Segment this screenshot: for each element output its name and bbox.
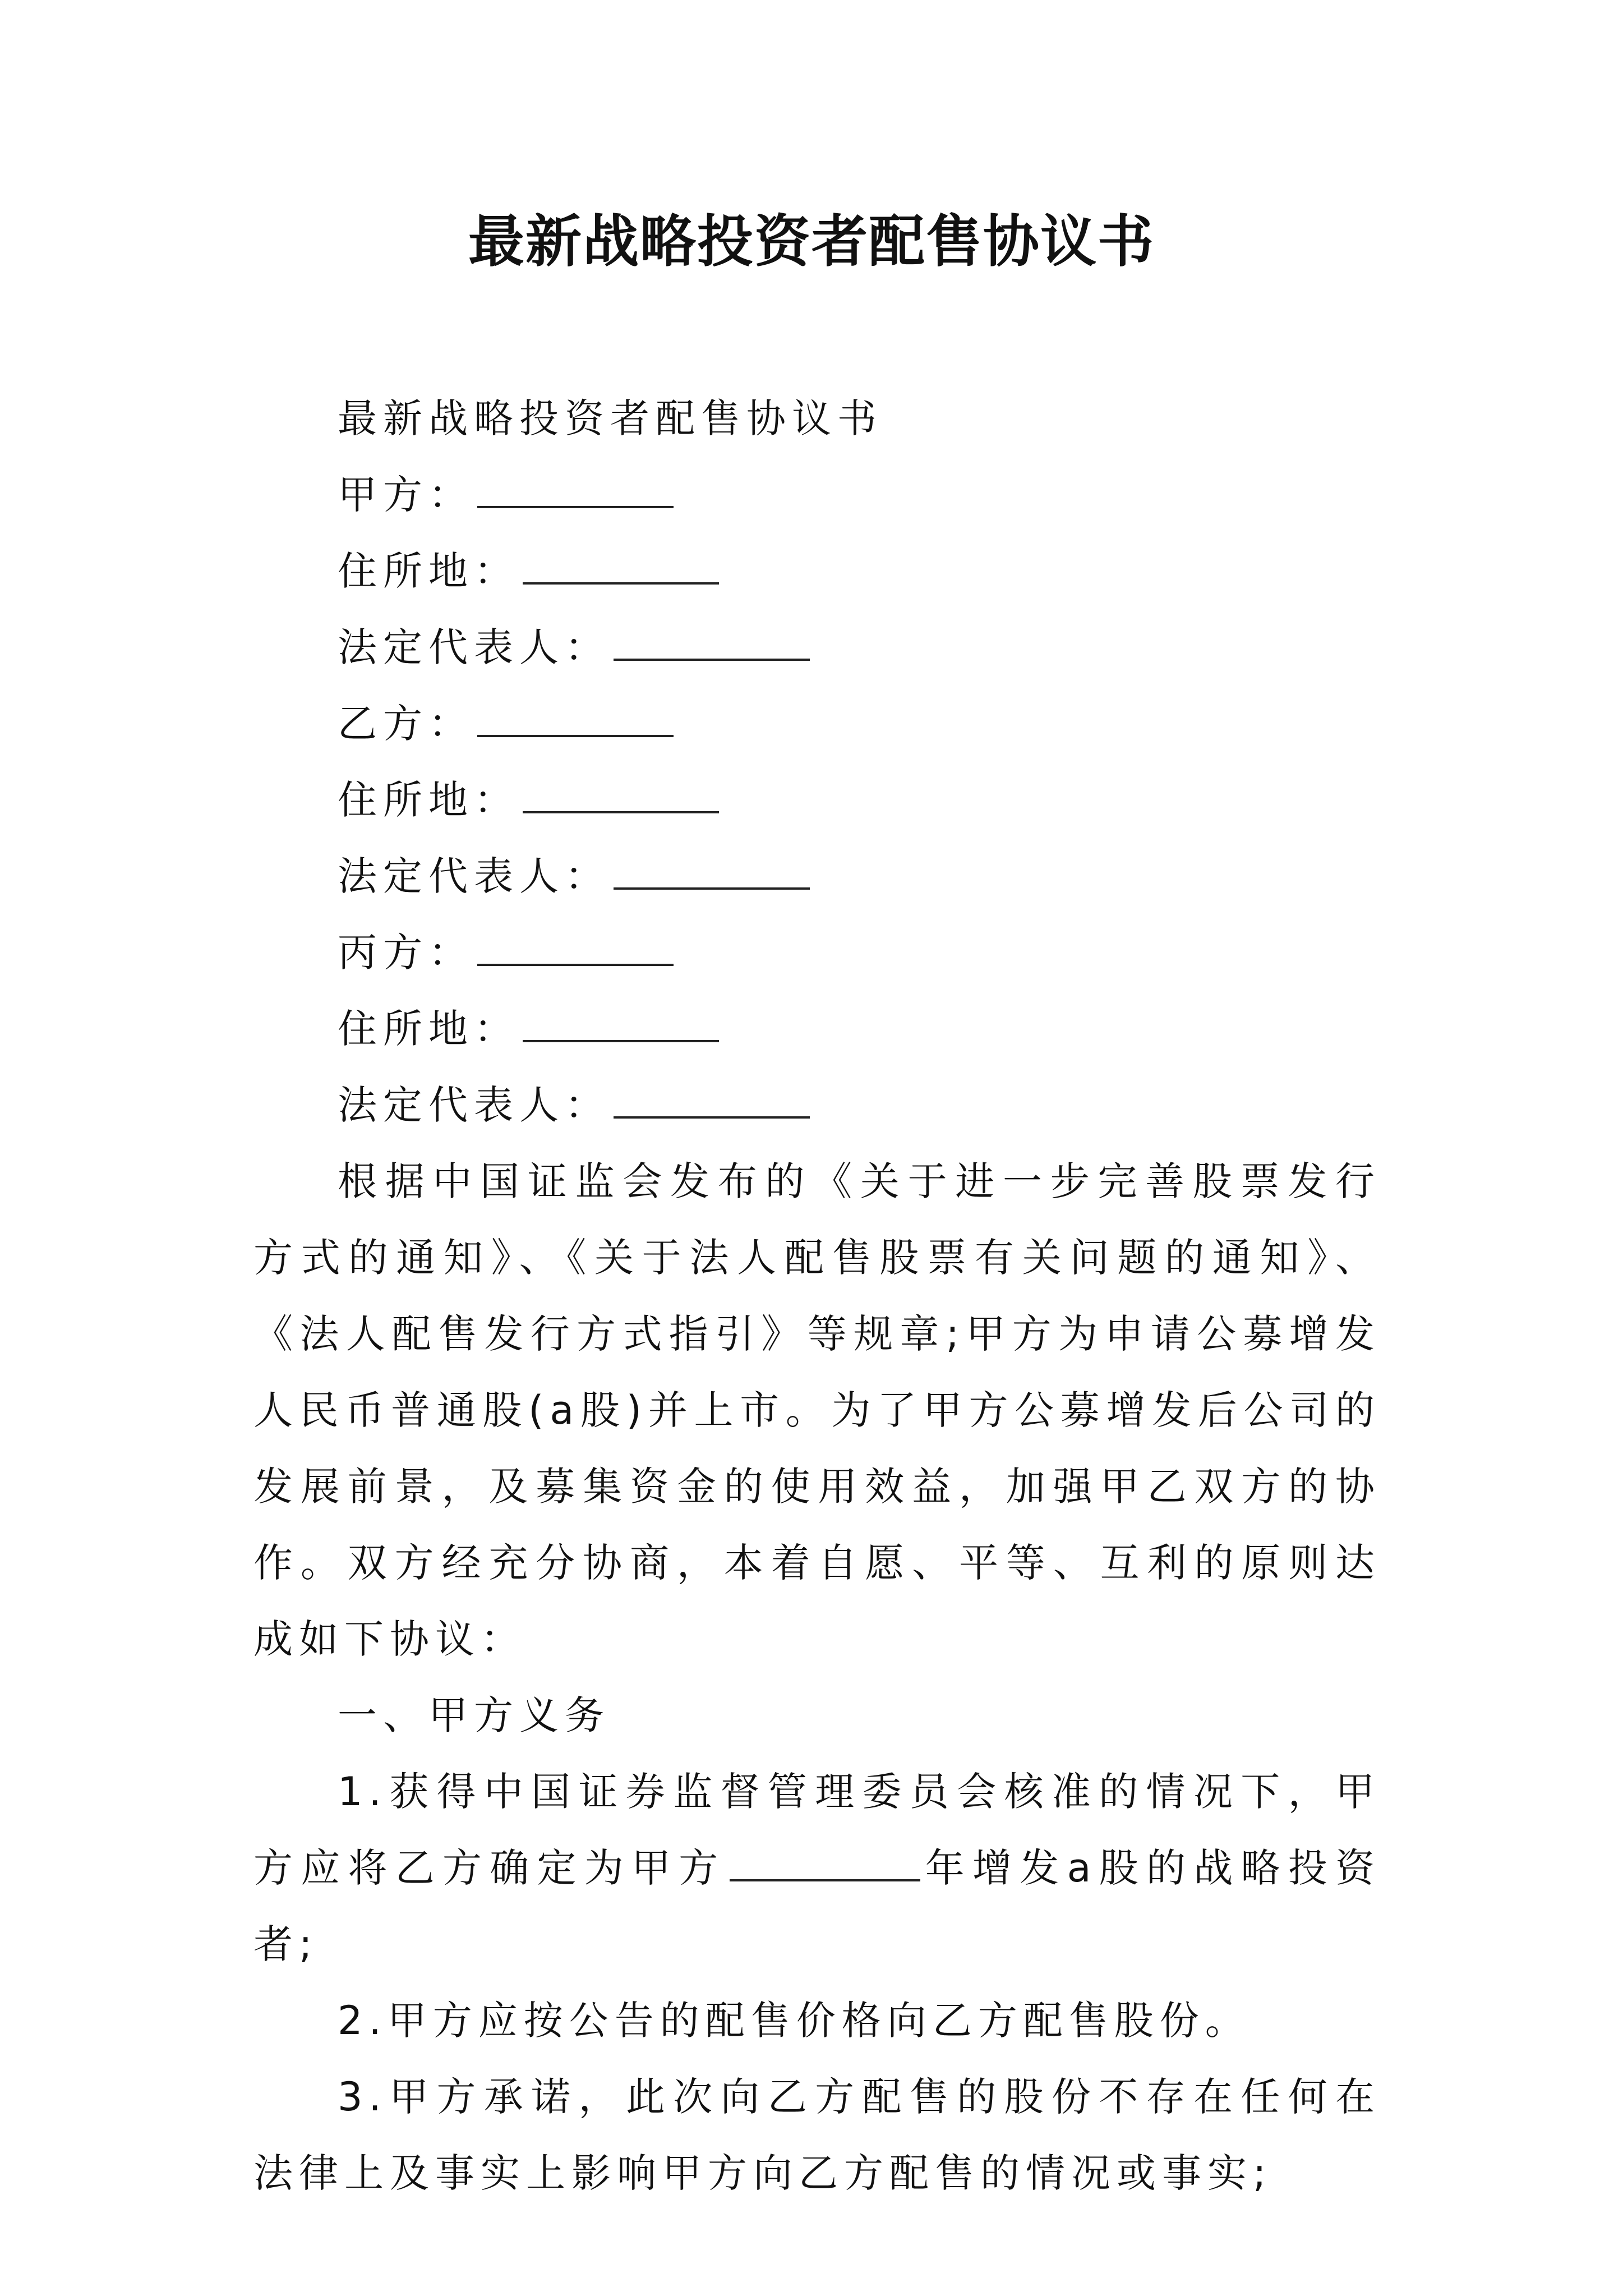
party-c-label: 丙方： (338, 930, 474, 976)
clause-3: 3.甲方承诺，此次向乙方配售的股份不存在任何在法律上及事实上影响甲方向乙方配售的情况或事实; (253, 2074, 1381, 2196)
party-b-blank[interactable] (477, 700, 674, 737)
document-body (253, 380, 1381, 2211)
party-c-rep-label: 法定代表人： (338, 1082, 610, 1128)
party-b-rep-label: 法定代表人： (338, 853, 610, 899)
party-b-address-line (253, 762, 1381, 838)
clause-1-text-before: 1.获得中国证券监督管理委员会核准的情况下，甲方应将乙方确定为甲方 (253, 1769, 1381, 1891)
party-c-line (253, 914, 1381, 991)
clause-1-text-after: 年增发a股的战略投资者; (253, 1845, 1381, 1967)
party-a-label: 甲方： (338, 472, 474, 518)
party-b-rep-blank[interactable] (614, 853, 810, 890)
party-a-rep-label: 法定代表人： (338, 624, 610, 670)
party-b-line (253, 685, 1381, 762)
party-b-address-blank[interactable] (523, 776, 719, 813)
party-a-rep-blank[interactable] (614, 624, 810, 661)
section-heading-party-a-obligations: 一、甲方义务 (338, 1692, 610, 1738)
party-a-rep-line (253, 609, 1381, 685)
party-b-rep-line (253, 838, 1381, 914)
party-a-line (253, 457, 1381, 533)
party-a-address-blank[interactable] (523, 547, 719, 585)
party-b-address-label: 住所地： (338, 777, 519, 823)
clause-2: 2.甲方应按公告的配售价格向乙方配售股份。 (338, 1998, 1251, 2044)
party-c-rep-blank[interactable] (614, 1082, 810, 1119)
party-c-address-blank[interactable] (523, 1005, 719, 1042)
party-a-address-line (253, 533, 1381, 609)
party-a-blank[interactable] (477, 471, 674, 508)
document-subtitle: 最新战略投资者配售协议书 (338, 395, 883, 441)
party-c-address-label: 住所地： (338, 1006, 519, 1052)
party-c-address-line (253, 991, 1381, 1067)
preamble-paragraph: 根据中国证监会发布的《关于进一步完善股票发行方式的通知》、《关于法人配售股票有关问题的通知》、《法人配售发行方式指引》等规章;甲方为申请公募增发人民币普通股(a股)并上市。为了甲方公募增发后公司的发展前景，及募集资金的使用效益，加强甲乙双方的协作。双方经充分协商，本着自愿、平等、互利的原则达成如下协议： (253, 1158, 1381, 1662)
document-title: 最新战略投资者配售协议书 (468, 208, 1155, 274)
clause-1 (253, 1754, 1381, 1982)
clause-1-year-blank[interactable] (730, 1844, 920, 1881)
party-a-address-label: 住所地： (338, 548, 519, 594)
party-c-rep-line (253, 1067, 1381, 1143)
party-b-label: 乙方： (338, 701, 474, 747)
party-c-blank[interactable] (477, 929, 674, 966)
